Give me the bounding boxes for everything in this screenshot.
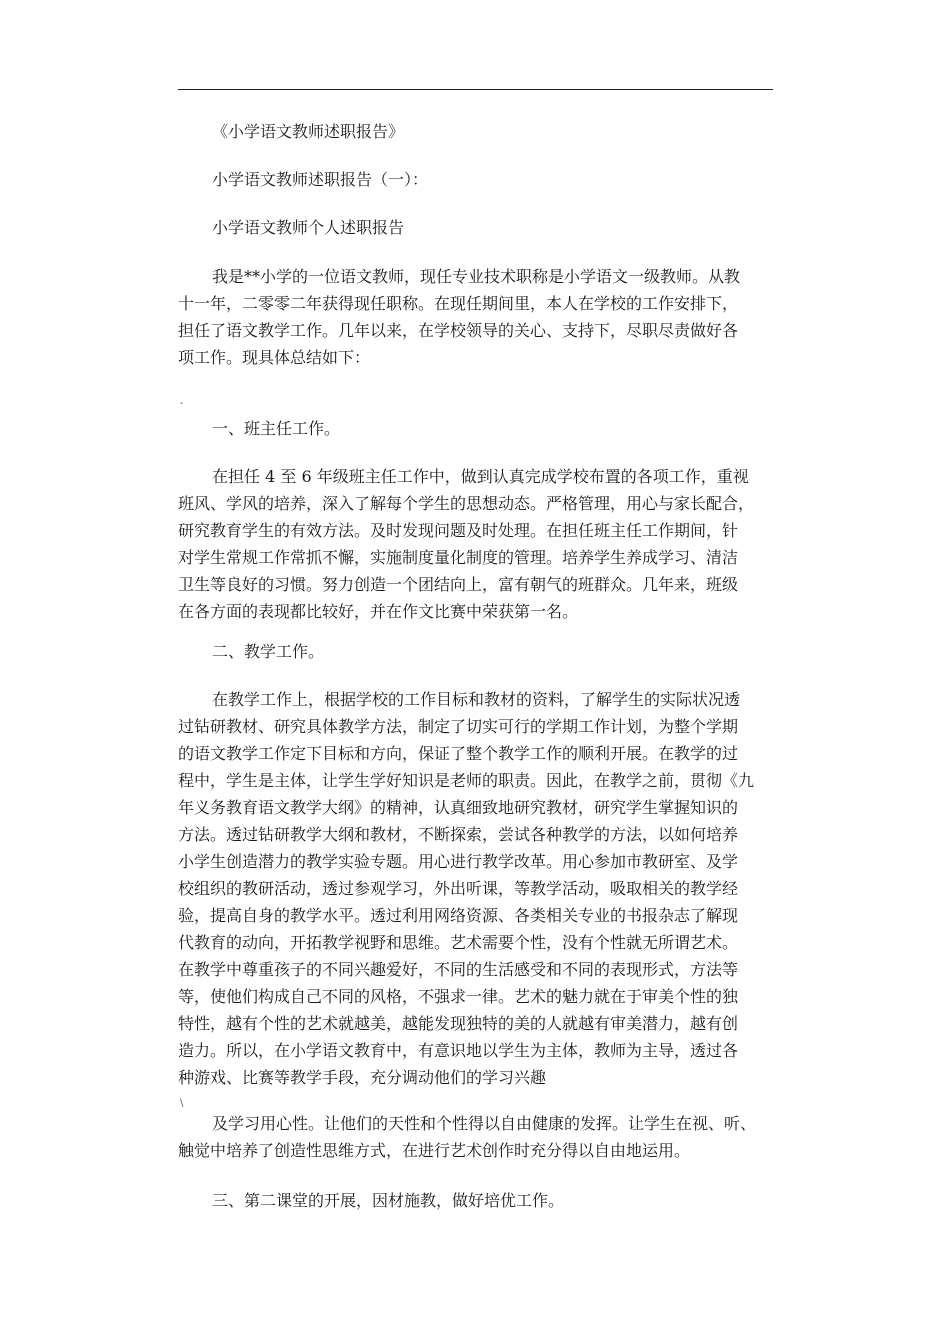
paragraph-line: 十一年，二零零二年获得现任职称。在现任期间里，本人在学校的工作安排下， (178, 294, 739, 313)
paragraph-line: 的语文教学工作定下目标和方向，保证了整个教学工作的顺利开展。在教学的过 (178, 744, 739, 763)
paragraph-line: 代教育的动向，开拓教学视野和思维。艺术需要个性，没有个性就无所谓艺术。 (178, 933, 739, 952)
paragraph-line: 种游戏、比赛等教学手段，充分调动他们的学习兴趣 (178, 1068, 547, 1087)
paragraph-line: 年义务教育语文教学大纲》的精神，认真细致地研究教材，研究学生掌握知识的 (178, 798, 739, 817)
paragraph-line: 及学习用心性。让他们的天性和个性得以自由健康的发挥。让学生在视、听、 (212, 1114, 757, 1133)
paragraph-line: 项工作。现具体总结如下： (178, 348, 371, 367)
paragraph-line: 造力。所以，在小学语文教育中，有意识地以学生为主体，教师为主导，透过各 (178, 1041, 739, 1060)
paragraph-line: 校组织的教研活动，透过参观学习，外出听课，等教学活动，吸取相关的教学经 (178, 879, 739, 898)
paragraph-line: 验，提高自身的教学水平。透过利用网络资源、各类相关专业的书报杂志了解现 (178, 906, 739, 925)
section-3-title: 三、第二课堂的开展，因材施教，做好培优工作。 (212, 1191, 565, 1210)
paragraph-line: 对学生常规工作常抓不懈，实施制度量化制度的管理。培养学生养成学习、清洁 (178, 548, 739, 567)
section-1-paragraph (178, 463, 778, 625)
page-mark: \ (180, 1098, 184, 1109)
report-subtitle: 小学语文教师述职报告（一）： (212, 170, 429, 189)
report-heading: 小学语文教师个人述职报告 (212, 218, 405, 237)
paragraph-line: 特性，越有个性的艺术就越美，越能发现独特的美的人就越有审美潜力，越有创 (178, 1014, 739, 1033)
paragraph-line: 触觉中培养了创造性思维方式，在进行艺术创作时充分得以自由地运用。 (178, 1141, 691, 1160)
paragraph-line: 方法。透过钻研教学大纲和教材，不断探索，尝试各种教学的方法，以如何培养 (178, 825, 739, 844)
paragraph-line: 研究教育学生的有效方法。及时发现问题及时处理。在担任班主任工作期间，针 (178, 521, 739, 540)
paragraph-line: 过钻研教材、研究具体教学方法，制定了切实可行的学期工作计划，为整个学期 (178, 717, 739, 736)
paragraph-line: 在教学中尊重孩子的不同兴趣爱好，不同的生活感受和不同的表现形式，方法等 (178, 960, 739, 979)
document-title: 《小学语文教师述职报告》 (212, 122, 405, 141)
paragraph-line: 担任了语文教学工作。几年以来，在学校领导的关心、支持下，尽职尽责做好各 (178, 321, 739, 340)
paragraph-line: 卫生等良好的习惯。努力创造一个团结向上，富有朝气的班群众。几年来，班级 (178, 575, 739, 594)
paragraph-line: 在各方面的表现都比较好，并在作文比赛中荣获第一名。 (178, 602, 579, 621)
paragraph-line: 程中，学生是主体，让学生学好知识是老师的职责。因此，在教学之前，贯彻《九 (178, 771, 755, 790)
paragraph-line: 班风、学风的培养，深入了解每个学生的思想动态。严格管理，用心与家长配合， (178, 494, 755, 513)
paragraph-line: 小学生创造潜力的教学实验专题。用心进行教学改革。用心参加市教研室、及学 (178, 852, 739, 871)
section-1-title: 一、班主任工作。 (212, 419, 341, 438)
header-rule (178, 89, 773, 90)
section-2-continuation (178, 1110, 778, 1164)
page-mark: - (180, 398, 184, 409)
paragraph-line: 我是**小学的一位语文教师，现任专业技术职称是小学语文一级教师。从教 (212, 267, 741, 286)
paragraph-line: 等，使他们构成自己不同的风格，不强求一律。艺术的魅力就在于审美个性的独 (178, 987, 739, 1006)
paragraph-line: 在教学工作上，根据学校的工作目标和教材的资料，了解学生的实际状况透 (212, 690, 741, 709)
section-2-paragraph (178, 686, 778, 1091)
paragraph-line: 在担任 4 至 6 年级班主任工作中，做到认真完成学校布置的各项工作，重视 (212, 467, 749, 486)
section-2-title: 二、教学工作。 (212, 642, 325, 661)
intro-paragraph (178, 263, 778, 371)
